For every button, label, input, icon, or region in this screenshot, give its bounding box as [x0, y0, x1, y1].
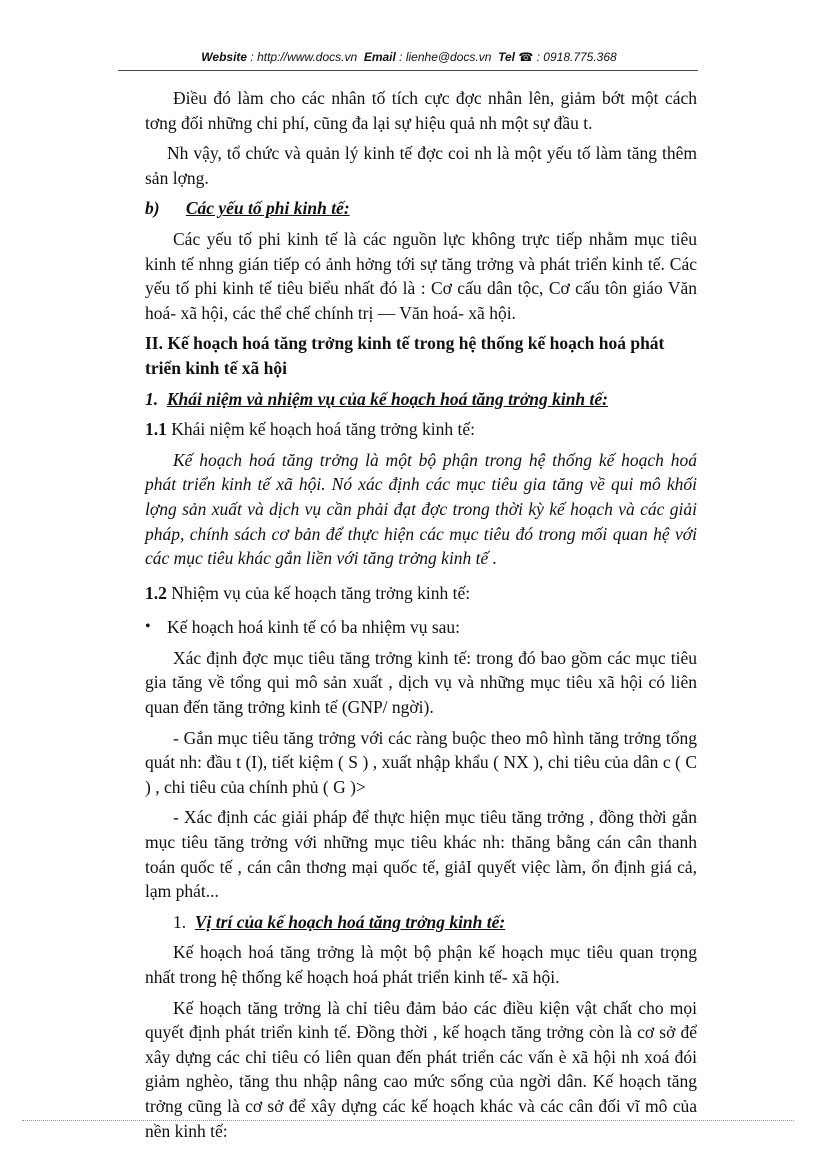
subsection-1-1-heading — [145, 417, 697, 442]
footer-divider — [22, 1120, 794, 1121]
page-header — [120, 50, 698, 64]
paragraph-4: Kế hoạch hoá tăng trởng là một bộ phận trong hệ thống kế hoạch hoá phát triển kinh tế xã hội. Nó xác định các mục tiêu gia tăng về qui mô khối lợng sản xuất và dịch vụ cần phải đạt đợc trong thời kỳ kế hoạch và các giải pháp, chính sách cơ bản để thực hiện các mục tiêu đó trong mối quan hệ với các mục tiêu khác gắn liền với tăng trởng kinh tế . — [145, 449, 697, 569]
section-1-heading — [145, 387, 697, 412]
section-vi-tri-number: 1. — [173, 911, 187, 932]
subsection-1-1-number: 1.1 — [145, 419, 167, 440]
paragraph-2: Nh vậy, tổ chức và quản lý kinh tế đợc coi nh là một yếu tố làm tăng thêm sản lợng. — [145, 143, 697, 188]
subsection-1-2-number: 1.2 — [145, 582, 167, 603]
section-1-title: Khái niệm và nhiệm vụ của kế hoạch hoá tăng trởng kinh tế: — [166, 388, 608, 409]
phone-icon: ☎ — [518, 50, 534, 64]
bullet-text: Kế hoạch hoá kinh tế có ba nhiệm vụ sau: — [167, 617, 461, 638]
email-label: Email — [363, 50, 396, 64]
section-2-heading: II. Kế hoạch hoá tăng trởng kinh tế trong hệ thống kế hoạch hoá phát triển kinh tế xã hội — [145, 333, 665, 378]
paragraph-7: - Xác định các giải pháp để thực hiện mục tiêu tăng trởng , đồng thời gắn mục tiêu tăng trởng với những mục tiêu khác nh: thăng bằng cán cân thanh toán quốc tế , cán cân thơng mại quốc tế, giảI quyết việc làm, ổn định giá cả, lạm phát... — [145, 807, 697, 902]
website-label: Website — [201, 50, 248, 64]
document-body — [145, 86, 697, 1149]
email-address[interactable]: : lienhe@docs.vn — [399, 50, 492, 64]
website-url[interactable]: : http://www.docs.vn — [250, 50, 358, 64]
paragraph-1: Điều đó làm cho các nhân tố tích cực đợc nhân lên, giảm bớt một cách tơng đối những chi phí, cũng đa lại sự hiệu quả nh một sự đầu t. — [145, 88, 697, 133]
section-1-number: 1. — [145, 388, 159, 409]
section-vi-tri-title: Vị trí của kế hoạch hoá tăng trởng kinh tế: — [194, 911, 506, 932]
section-vi-tri-heading — [145, 910, 697, 935]
paragraph-8: Kế hoạch hoá tăng trởng là một bộ phận kế hoạch mục tiêu quan trọng nhất trong hệ thống kế hoạch hoá phát triển kinh tế- xã hội. — [145, 942, 697, 987]
bullet-item — [145, 615, 697, 640]
paragraph-6: - Gắn mục tiêu tăng trởng với các ràng buộc theo mô hình tăng trởng tổng quát nh: đầu t (I), tiết kiệm ( S ) , xuất nhập khẩu ( NX ), chi tiêu của dân c ( C ) , chi tiêu của chính phủ ( G )> — [145, 727, 697, 797]
tel-number: : 0918.775.368 — [536, 50, 617, 64]
paragraph-5: Xác định đợc mục tiêu tăng trởng kinh tế: trong đó bao gồm các mục tiêu gia tăng về tổng qui mô sản xuất , dịch vụ và những mục tiêu xã hội có liên quan đến tăng trởng kinh tế (GNP/ ngời). — [145, 647, 697, 718]
subsection-1-1-title: Khái niệm kế hoạch hoá tăng trởng kinh tế: — [171, 419, 476, 440]
subsection-b-title: Các yếu tố phi kinh tế: — [185, 198, 350, 219]
subsection-b-heading — [145, 196, 697, 221]
subsection-1-2-heading — [145, 581, 697, 606]
header-divider — [118, 70, 698, 71]
tel-label: Tel — [498, 50, 515, 64]
paragraph-9: Kế hoạch tăng trởng là chỉ tiêu đảm bảo các điều kiện vật chất cho mọi quyết định phát triển kinh tế. Đồng thời , kế hoạch tăng trởng còn là cơ sở để xây dựng các chỉ tiêu có liên quan đến phát triển các vấn è xã hội nh xoá đói giảm nghèo, tăng thu nhập nâng cao mức sống của ngời dân. Kế hoạch tăng trởng cũng là cơ sở để xây dựng các kế hoạch khác và các cân đối vĩ mô của nền kinh tế: — [145, 997, 697, 1141]
paragraph-3: Các yếu tố phi kinh tế là các nguồn lực không trực tiếp nhằm mục tiêu kinh tế nhng gián tiếp có ảnh hởng tới sự tăng trởng và phát triển kinh tế. Các yếu tố phi kinh tế tiêu biểu nhất đó là : Cơ cấu dân tộc, Cơ cấu tôn giáo Văn hoá- xã hội, các thể chế chính trị — Văn hoá- xã hội. — [145, 228, 697, 323]
subsection-b-label: b) — [145, 198, 160, 219]
subsection-1-2-title: Nhiệm vụ của kế hoạch tăng trởng kinh tế: — [171, 582, 471, 603]
bullet-icon: • — [145, 618, 151, 636]
